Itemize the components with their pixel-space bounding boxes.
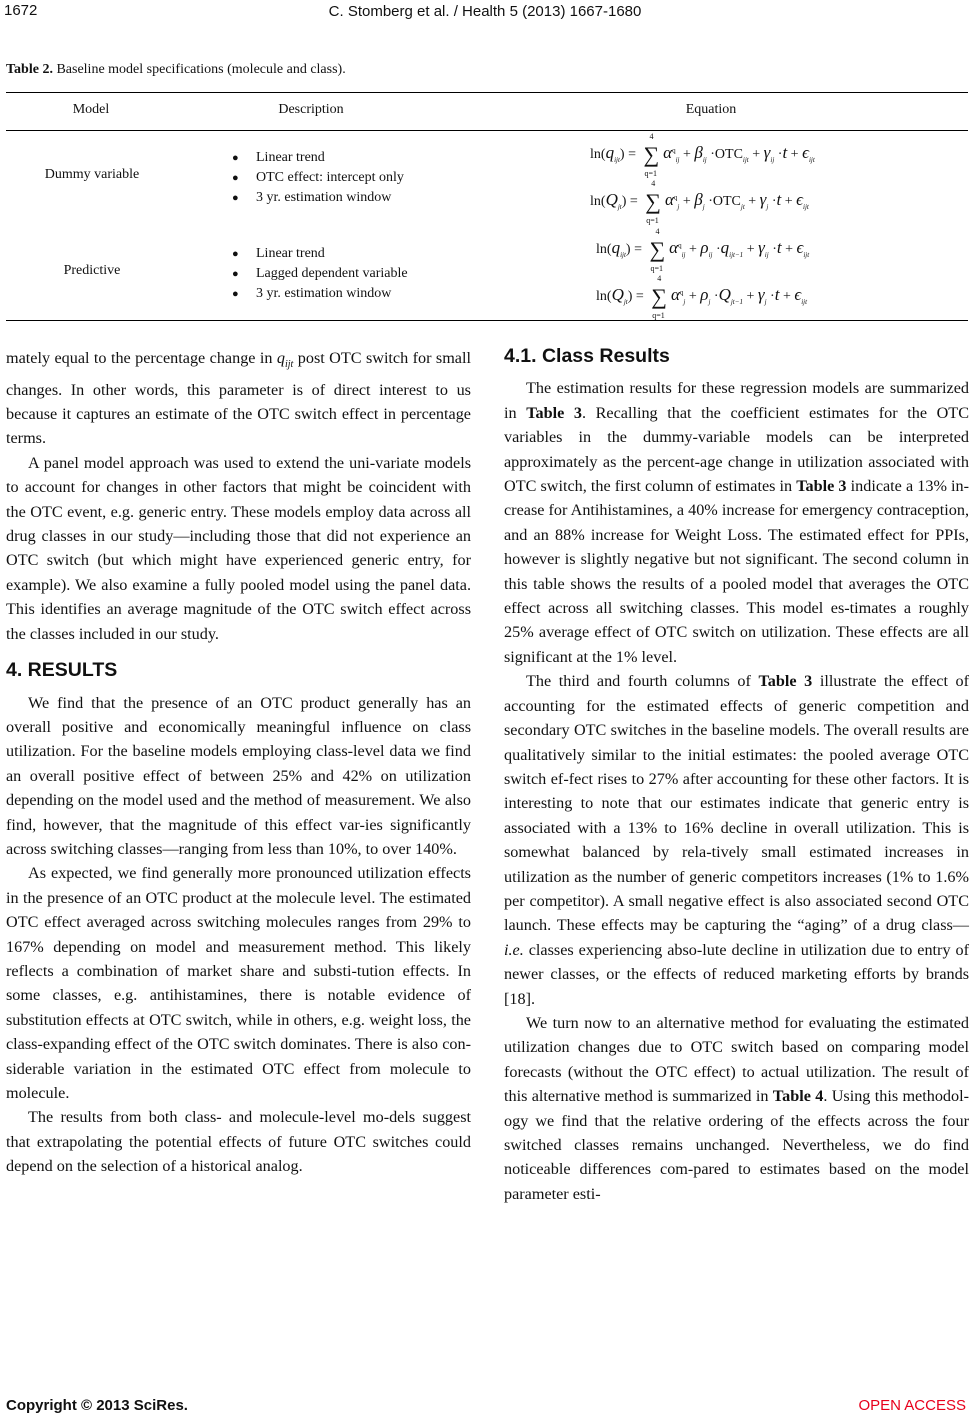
copyright-notice: Copyright © 2013 SciRes.: [6, 1397, 188, 1414]
bullet-icon: ●: [232, 152, 239, 164]
paragraph: We find that the presence of an OTC product generally has an overall positive and economically meaningful influence on class utilization. For the baseline models employing class-level data we find an overall positive effect of between 25% and 42% on utilization depending on the model used and the method of measurement. We also find, however, that the magnitude of this effect var-ies significantly across switching classes—ranging from less than 10%, to over 140%.: [6, 693, 471, 858]
list-item: ● 3 yr. estimation window: [232, 284, 408, 304]
subsection-heading: 4.1. Class Results: [504, 345, 670, 367]
paragraph: A panel model approach was used to extend the uni-variate models to account for changes in other factors that might be coincident with the OTC event, e.g. generic entry. These models employ data across all drug classes in our study—including those that did not experience an OTC switch (but which might have experienced generic entry, for example). We also examine a fully pooled model using the panel data. This identifies an average magnitude of the OTC switch effect across the classes included in our study.: [6, 453, 471, 643]
table-top-rule: [6, 92, 968, 93]
left-column: [6, 346, 471, 1179]
row-model-predictive: Predictive: [63, 263, 121, 278]
bullet-icon: ●: [232, 248, 239, 260]
row-model-dummy: Dummy variable: [44, 167, 140, 182]
col-header-model: Model: [72, 102, 110, 117]
col-header-description: Description: [278, 102, 344, 117]
paragraph: The results from both class- and molecule-level mo-dels suggest that extrapolating the potential effects of future OTC switches could depend on the selection of a historical analog.: [6, 1108, 471, 1176]
table-header-rule: [6, 130, 968, 131]
equation-dummy-class: $\ln(Q_{jt})$ = ∑ 4 q=1 $\alpha^q_j + \beta_j \cdot OTC_{jt} + \gamma_j \cdot t + \epsilon_{ijt}$: [590, 179, 809, 225]
list-item: ● Lagged dependent variable: [232, 264, 408, 284]
equation-predictive-class: $\ln(Q_{jt})$ = ∑ 4 q=1 $\alpha^q_j + \rho_j \cdot Q_{jt-1} + \gamma_j \cdot t + \epsilon_{ijt}$: [596, 274, 808, 320]
equation-predictive-molecule: $\ln(q_{ijt})$ = ∑ 4 q=1 $\alpha^q_{ij} + \rho_{ij} \cdot q_{ijt-1} + \gamma_{ij} \cdot t + \epsilon_{ijt}$: [596, 227, 810, 273]
paragraph: The estimation results for these regression models are summarized in Table 3. Recalling that the coefficient estimates for the OTC variables in the dummy-variable models can be interpreted approximately as the percent-age change in utilization associated with OTC switch, the first column of estimates in Table 3 indicate a 13% in-crease for Antihistamines, a 40% increase for emergency contraception, and an 88% increase for Weight Loss. The estimated effect for PPIs, however is slightly negative but not significant. The second column in this table shows the results of a pooled model that averages the OTC effect across all switching classes. This model es-timates a roughly 25% average effect of OTC switch on utilization. These effects are all significant at the 1% level.: [504, 379, 970, 666]
table-reference: Table 4: [772, 1087, 824, 1106]
bullet-icon: ●: [232, 172, 239, 184]
table-reference: Table 3: [526, 403, 582, 422]
open-access-label: OPEN ACCESS: [858, 1397, 966, 1414]
right-column: [504, 344, 969, 1206]
table-bottom-rule: [6, 320, 968, 321]
running-title: C. Stomberg et al. / Health 5 (2013) 1667-1680: [328, 3, 642, 20]
bullet-icon: ●: [232, 192, 239, 204]
list-item: ● 3 yr. estimation window: [232, 188, 404, 208]
paragraph: As expected, we find generally more pronounced utilization effects in the presence of an OTC product at the molecule level. The estimated OTC effect averaged across switching molecules ranges from 29% to 167% depending on model and measurement method. This likely reflects a combination of market share and substi-tution effects. In some classes, e.g. antihistamines, there is notable evidence of substitution effects at OTC switch, while in others, e.g. weight loss, the class-expanding effect of the OTC switch dominates. There is also con-siderable variation in the estimated OTC effect from molecule to molecule.: [6, 864, 471, 1103]
bullet-icon: ●: [232, 268, 239, 280]
list-item: ● OTC effect: intercept only: [232, 168, 404, 188]
paragraph: mately equal to the percentage change in $q_{ijt}$ post OTC switch for small changes. In other words, this parameter is of direct interest to us because it captures an estimate of the OTC switch effect in percentage terms.: [6, 349, 471, 448]
row-description-predictive: [232, 244, 408, 304]
col-header-equation: Equation: [685, 102, 737, 117]
row-description-dummy: [232, 148, 404, 208]
list-item: ● Linear trend: [232, 244, 408, 264]
section-heading: 4. RESULTS: [6, 659, 118, 682]
paragraph: The third and fourth columns of Table 3 illustrate the effect of accounting for the estimated effects of generic competition and secondary OTC switches in the baseline models. The overall results are qualitatively similar to the initial estimates: the pooled average OTC switch ef-fect rises to 27% after accounting for these other factors. It is interesting to note that our estimates indicate that generic entry is associated with a 13% to 16% decline in overall utilization. This is somewhat balanced by rela-tively small estimated increases in utilization as the number of generic competitors increases (1% to 1.6% per competitor). A small negative effect is also associated second OTC launch. These effects may be capturing the “aging” of a drug class—i.e. classes experiencing abso-lute decline in utilization due to entry of newer classes, or the effects of reduced marketing efforts by brands [18].: [504, 672, 969, 1008]
bullet-icon: ●: [232, 288, 239, 300]
table-reference: Table 3: [796, 477, 847, 496]
table-reference: Table 3: [758, 672, 813, 691]
equation-dummy-molecule: $\ln(q_{ijt})$ = ∑ 4 q=1 $\alpha^q_{ij} + \beta_{ij} \cdot OTC_{ijt} + \gamma_{ij} \cdot t + \epsilon_{ijt}$: [590, 132, 815, 178]
page-number: 1672: [4, 2, 38, 19]
table-caption: [6, 62, 346, 78]
paragraph: We turn now to an alternative method for evaluating the estimated utilization changes due to OTC switch based on comparing model forecasts (without the OTC effect) to actual utilization. The result of this alternative method is summarized in Table 4. Using this methodol-ogy we find that the relative ordering of the effects across the four switched classes remains unchanged. Nevertheless, we do find noticeable differences com-pared to estimates based on the model parameter esti-: [504, 1013, 969, 1203]
list-item: ● Linear trend: [232, 148, 404, 168]
table-caption-text: Baseline model specifications (molecule and class).: [52, 62, 346, 77]
table-label: Table 2.: [6, 62, 53, 77]
